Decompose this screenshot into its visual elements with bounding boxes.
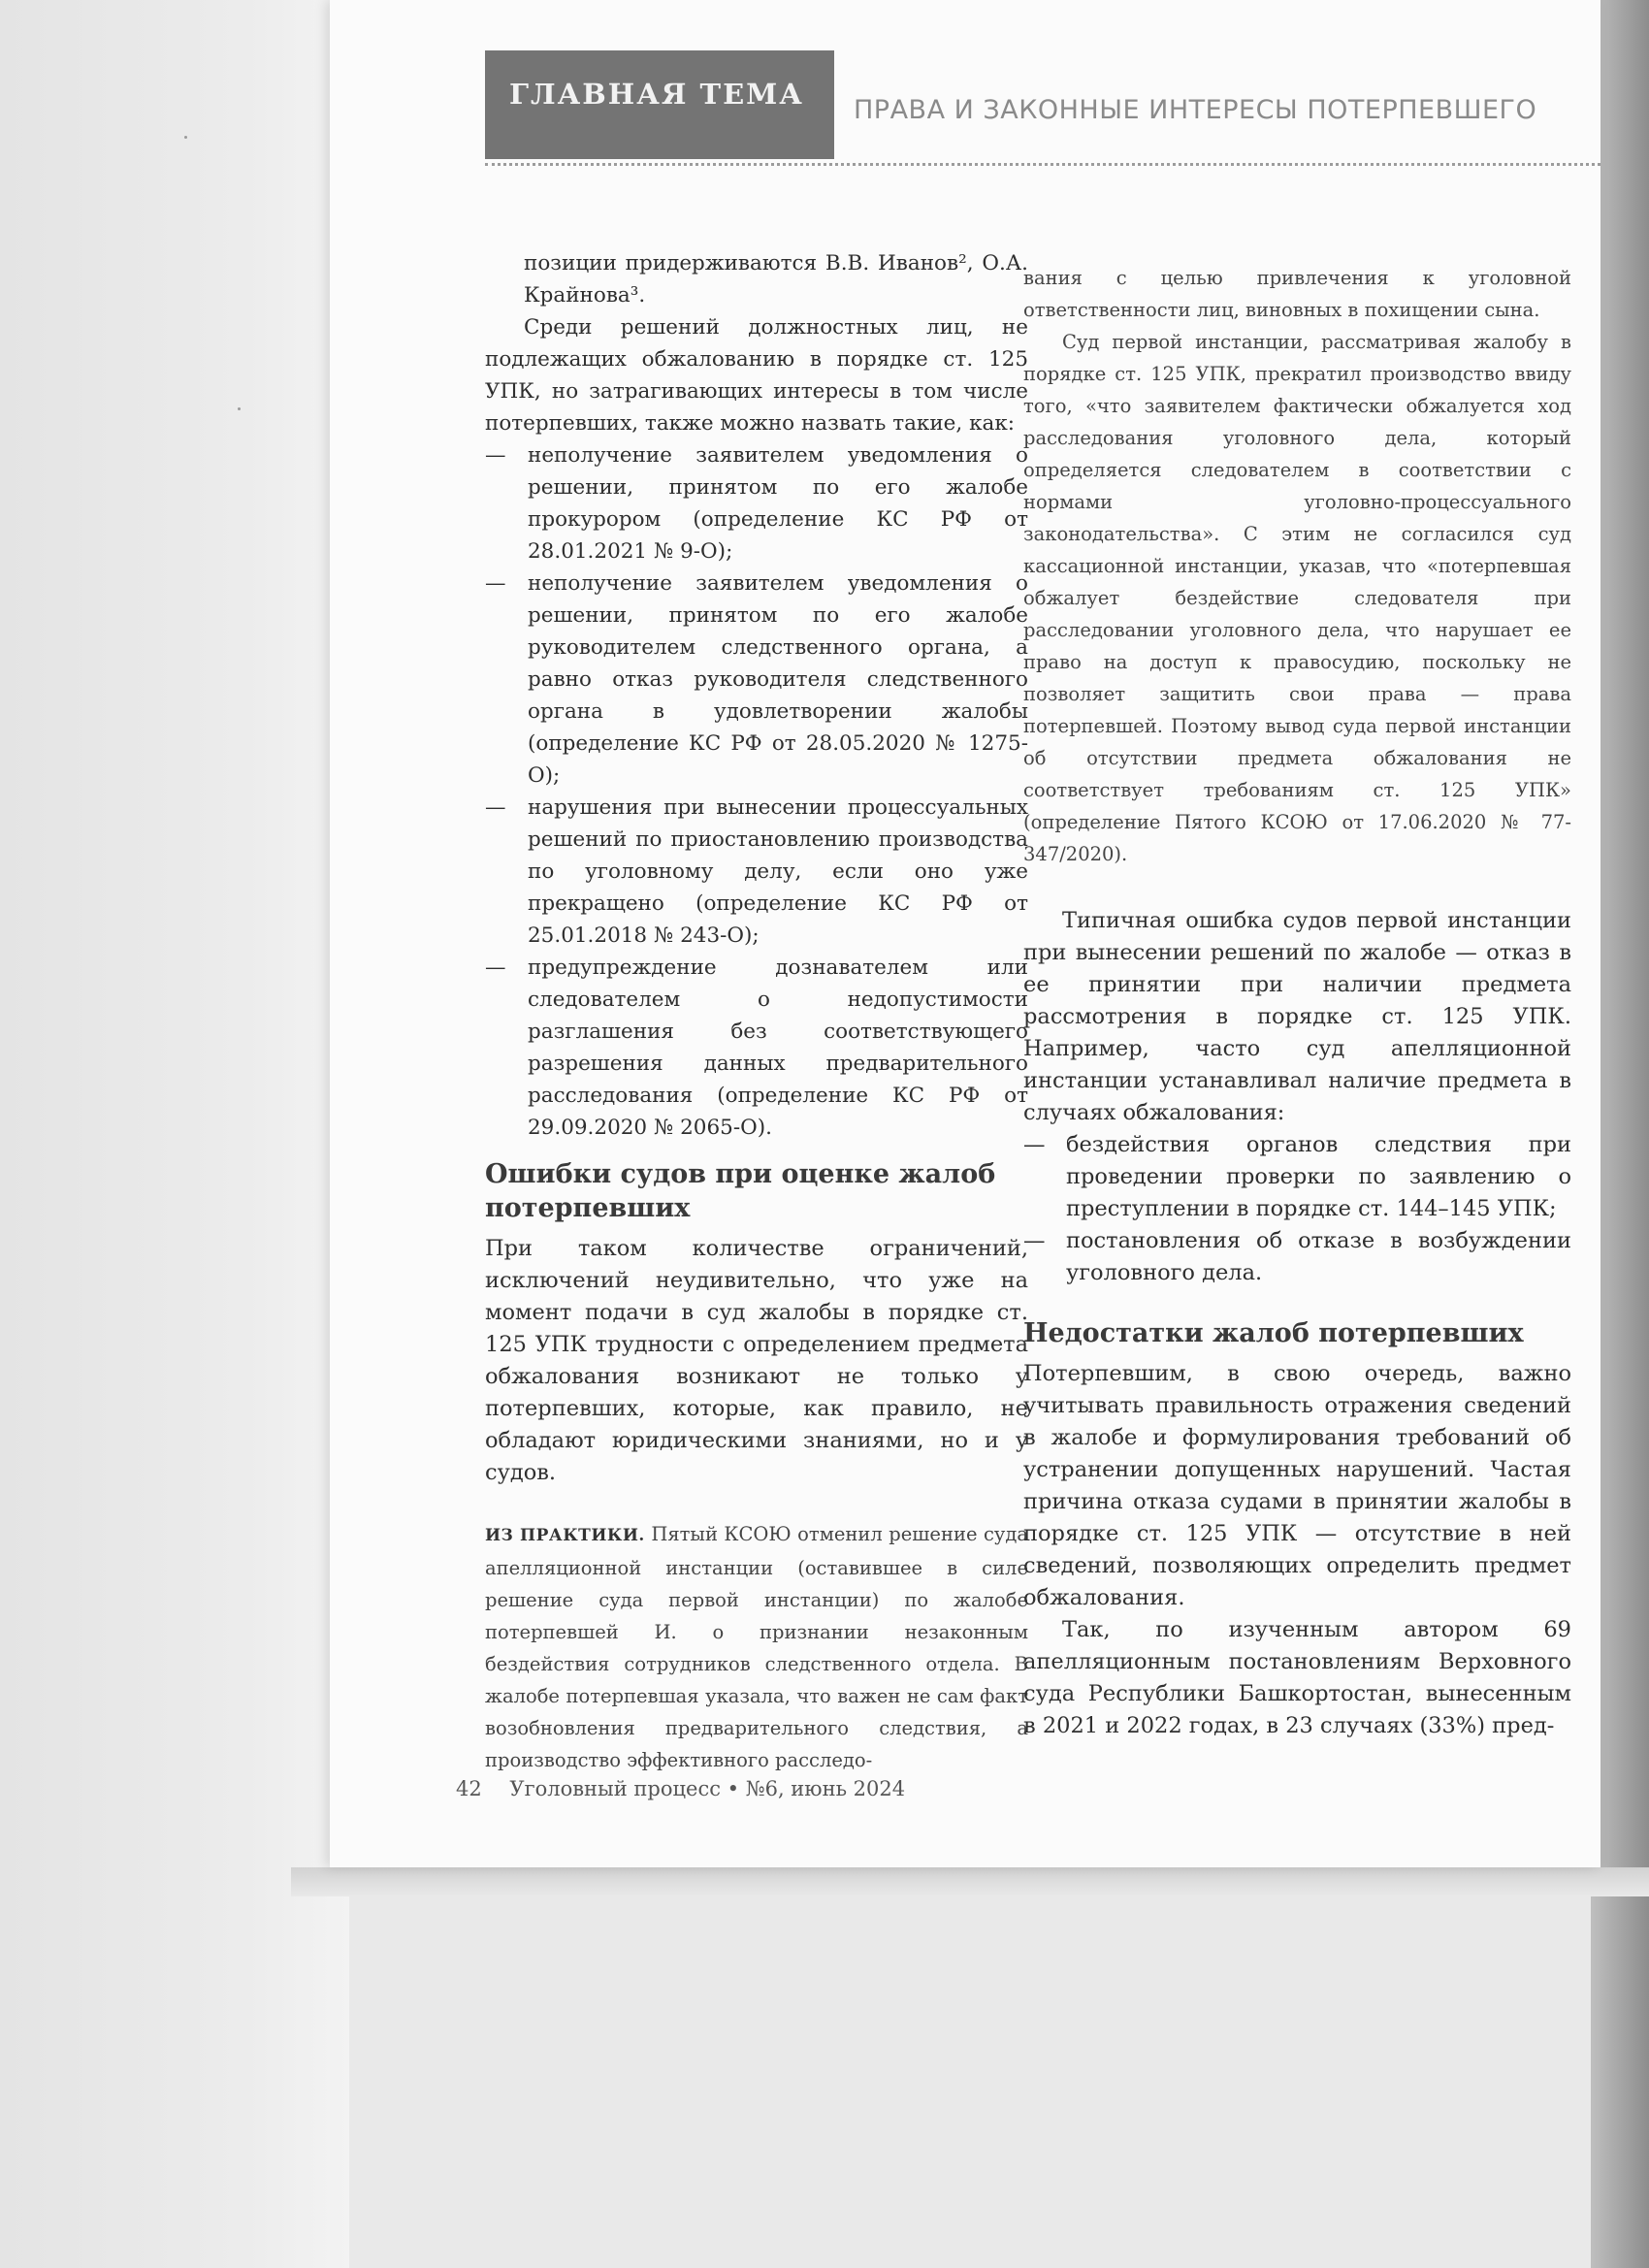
lead-paragraph: Потерпевшим, в свою очередь, важно учитывать правильность отражения сведений в жалобе и формулирования требований об устранении допущенных нарушений. Частая причина отказа судами в принятии жалобы в порядке ст. 125 УПК — отсутствие в ней сведений, позволяющих определить предмет обжалования. xyxy=(1023,1361,1571,1610)
practice-continuation: вания с целью привлечения к уголовной ответственности лиц, виновных в похищении сына. xyxy=(1023,267,1571,321)
practice-paragraph: Суд первой инстанции, рассматривая жалобу в порядке ст. 125 УПК, прекратил производство ввиду того, «что заявителем фактически обжалуется ход расследования уголовного дела, который определяется следователем в соответствии с нормами уголовно-процессуального законодательства». С этим не согласился суд кассационной инстанции, указав, что «потерпевшая обжалует бездействие следователя при расследовании уголовного дела, что нарушает ее право на доступ к правосудию, поскольку не позволяет защитить свои права — права потерпевшей. Поэтому вывод суда первой инстанции об отсутствии предмета обжалования не соответствует требованиям ст. 125 УПК» (определение Пятого КСОЮ от 17.06.2020 № 77-347/2020). xyxy=(1023,331,1571,865)
list-item: — неполучение заявителем уведомления о решении, принятом по его жалобе руководителем следственного органа, а равно отказ руководителя следственного органа в удовлетворении жалобы (определение КС РФ от 28.05.2020 № 1275-О); xyxy=(485,571,1028,788)
right-column xyxy=(1023,262,1571,1742)
left-column xyxy=(485,247,1028,1776)
intro-continuation: позиции придерживаются В.В. Иванов², О.А. Крайнова³. xyxy=(524,251,1028,308)
paragraph: Так, по изученным автором 69 апелляционным постановлениям Верховного суда Республики Башкортостан, вынесенным в 2021 и 2022 годах, в 23 случаях (33%) пред- xyxy=(1023,1617,1571,1738)
scan-background-left xyxy=(0,0,349,2268)
practice-label: ИЗ ПРАКТИКИ. xyxy=(485,1526,645,1545)
list-item: — предупреждение дознавателем или следователем о недопустимости разглашения без соответствующего разрешения данных предварительного расследования (определение КС РФ от 29.09.2020 № 2065-О). xyxy=(485,956,1028,1140)
practice-example xyxy=(485,1518,1028,1776)
page-footer xyxy=(456,1777,905,1800)
list-item: — постановления об отказе в возбуждении уголовного дела. xyxy=(1023,1228,1571,1285)
paragraph: Среди решений должностных лиц, не подлежащих обжалованию в порядке ст. 125 УПК, но затрагивающих интересы в том числе потерпевших, также можно назвать такие, как: xyxy=(485,315,1028,436)
publication-info: Уголовный процесс • №6, июнь 2024 xyxy=(509,1777,906,1800)
lead-paragraph: При таком количестве ограничений, исключений неудивительно, что уже на момент подачи в суд жалобы в порядке ст. 125 УПК трудности с определением предмета обжалования возникают не только у потерпевших, которые, как правило, не обладают юридическими знаниями, но и у судов. xyxy=(485,1236,1028,1485)
scan-artifact xyxy=(238,407,241,410)
appeal-cases-list xyxy=(1023,1129,1571,1289)
practice-text: Пятый КСОЮ отменил решение суда апелляционной инстанции (оставившее в силе решение суда первой инстанции) по жалобе потерпевшей И. о признании незаконным бездействия сотрудников следственного отдела. В жалобе потерпевшая указала, что важен не сам факт возобновления предварительного следствия, а производство эффективного расследо- xyxy=(485,1523,1029,1771)
page-number: 42 xyxy=(456,1777,482,1800)
scan-artifact xyxy=(184,136,187,139)
list-item: — неполучение заявителем уведомления о решении, принятом по его жалобе прокурором (определение КС РФ от 28.01.2021 № 9-О); xyxy=(485,443,1028,564)
section-heading: Ошибки судов при оценке жалоб потерпевших xyxy=(485,1159,996,1223)
topic-header: ПРАВА И ЗАКОННЫЕ ИНТЕРЕСЫ ПОТЕРПЕВШЕГО xyxy=(854,95,1537,125)
magazine-page xyxy=(330,0,1600,1867)
header-divider xyxy=(485,163,1600,166)
section-heading: Недостатки жалоб потерпевших xyxy=(1023,1318,1524,1348)
list-item: — нарушения при вынесении процессуальных решений по приостановлению производства по уголовному делу, если оно уже прекращено (определение КС РФ от 25.01.2018 № 243-О); xyxy=(485,795,1028,948)
list-item: — бездействия органов следствия при проведении проверки по заявлению о преступлении в порядке ст. 144–145 УПК; xyxy=(1023,1132,1571,1221)
section-label: ГЛАВНАЯ ТЕМА xyxy=(509,78,804,111)
page-bottom-shadow xyxy=(291,1867,1649,1896)
paragraph: Типичная ошибка судов первой инстанции при вынесении решений по жалобе — отказ в ее принятии при наличии предмета рассмотрения в порядке ст. 125 УПК. Например, часто суд апелляционной инстанции устанавливал наличие предмета в случаях обжалования: xyxy=(1023,908,1571,1125)
restrictions-list xyxy=(485,439,1028,1144)
